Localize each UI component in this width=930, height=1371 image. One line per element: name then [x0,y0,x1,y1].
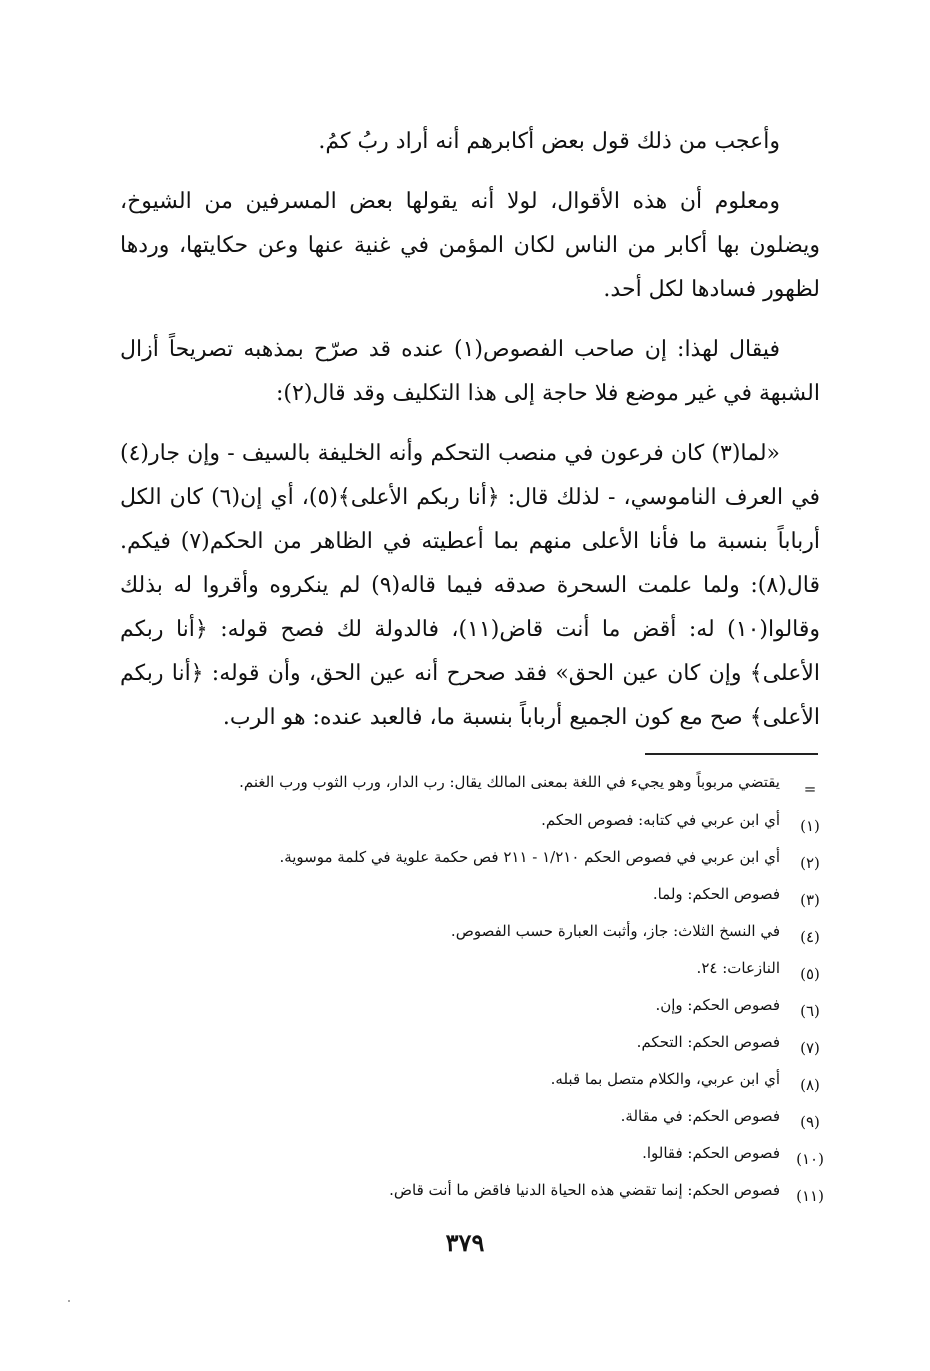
footnote-text: النازعات: ٢٤. [696,959,780,977]
footnote-number: (٩) [800,1113,820,1131]
footnote-text: فصوص الحكم: في مقالة. [620,1107,780,1125]
footnote-number: (٦) [800,1002,820,1020]
paragraph: فيقال لهذا: إن صاحب الفصوص(١) عنده قد صرّح بمذهبه تصريحاً أزال الشبهة في غير موضع فلا حاجة إلى هذا التكليف وقد قال(٢): [120,337,820,406]
paragraph: ومعلوم أن هذه الأقوال، لولا أنه يقولها بعض المسرفين من الشيوخ، ويضلون بها أكابر من الناس لكان المؤمن في غنية عنها وعن حكايتها، وردها لظهور فسادها لكل أحد. [120,189,820,302]
footnote-number: (١٠) [796,1150,824,1168]
footnote-number: (٢) [800,854,820,872]
footnote [110,1027,840,1064]
footnote [110,879,840,916]
footnote-text: أي ابن عربي في فصوص الحكم ١/٢١٠ - ٢١١ فص حكمة علوية في كلمة موسوية. [279,848,780,866]
footnote [110,805,840,842]
footnotes [110,768,840,1212]
footnote [110,916,840,953]
footnote-number: = [803,780,817,798]
footnote-text: فصوص الحكم: ولما. [652,885,780,903]
footnote-number: (١) [800,817,820,835]
footnote-text: أي ابن عربي في كتابه: فصوص الحكم. [541,811,780,829]
footnote [110,953,840,990]
footnote [110,1101,840,1138]
footnote-text: فصوص الحكم: وإن. [655,996,780,1014]
footnote-number: (٧) [800,1039,820,1057]
main-text [120,120,820,756]
footnote-text: أي ابن عربي، والكلام متصل بما قبله. [550,1070,780,1088]
footnote-number: (٤) [800,928,820,946]
footnote-separator [645,753,818,755]
footnote-number: (١١) [796,1187,824,1205]
footnote-number: (٨) [800,1076,820,1094]
footnote [110,1064,840,1101]
page-number: ٣٧٩ [445,1228,485,1257]
paragraph: وأعجب من ذلك قول بعض أكابرهم أنه أراد ربُ كمُ. [318,129,780,154]
footnote-text: فصوص الحكم: إنما تقضي هذه الحياة الدنيا فاقض ما أنت قاض. [389,1181,780,1199]
paragraph: «لما(٣) كان فرعون في منصب التحكم وأنه الخليفة بالسيف - وإن جار(٤) في العرف الناموسي، - لذلك قال: ﴿أنا ربكم الأعلى﴾(٥)، أي إن(٦) كان الكل أرباباً بنسبة ما فأنا الأعلى منهم بما أعطيته في الظاهر من الحكم(٧) فيكم. قال(٨): ولما علمت السحرة صدقه فيما قاله(٩) لم ينكروه وأقروا له بذلك وقالوا(١٠) له: أقض ما أنت قاض(١١)، فالدولة لك فصح قوله: ﴿أنا ربكم الأعلى﴾ وإن كان عين الحق» فقد صحرح أنه عين الحق، وأن قوله: ﴿أنا ربكم الأعلى﴾ صح مع كون الجميع أرباباً بنسبة ما، فالعبد عنده: هو الرب. [120,441,821,730]
footnote-text: فصوص الحكم: فقالوا. [642,1144,780,1162]
scan-speck [68,1300,70,1302]
footnote [110,768,840,805]
footnote [110,842,840,879]
footnote-text: يقتضي مربوباً وهو يجيء في اللغة بمعنى المالك يقال: رب الدار، ورب الثوب ورب الغنم. [239,773,780,791]
footnote-number: (٣) [800,891,820,909]
footnote-text: في النسخ الثلاث: جاز، وأثبت العبارة حسب الفصوص. [450,922,780,940]
footnote [110,1175,840,1212]
footnote-text: فصوص الحكم: التحكم. [636,1033,780,1051]
footnote [110,990,840,1027]
footnote-number: (٥) [800,965,820,983]
footnote [110,1138,840,1175]
